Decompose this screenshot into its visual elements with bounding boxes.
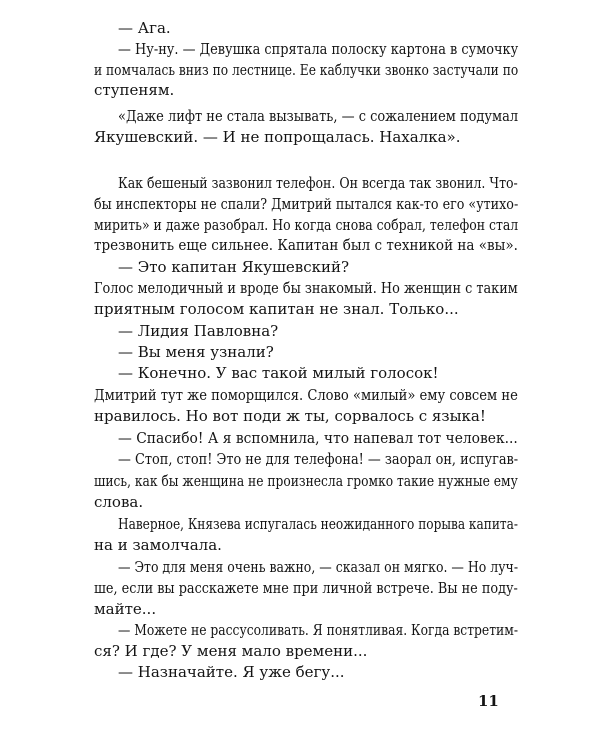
text-line: бы инспекторы не спали? Дмитрий пытался как-то его «утихо- (94, 194, 519, 213)
text-line: «Даже лифт не стала вызывать, — с сожалением подумал (118, 106, 519, 125)
text-line: мирить» и даже разобрал. Но когда снова собрал, телефон стал (94, 215, 519, 234)
text-line: приятным голосом капитан не знал. Только... (94, 300, 459, 319)
text-line: — Это капитан Якушевский? (118, 258, 350, 276)
text-line: Как бешеный зазвонил телефон. Он всегда так звонил. Что- (118, 173, 518, 192)
text-line: трезвонить еще сильнее. Капитан был с техникой на «вы». (94, 236, 518, 254)
text-line: — Лидия Павловна? (118, 322, 279, 341)
text-line: Наверное, Князева испугалась неожиданного порыва капита- (118, 514, 518, 533)
text-line: — Ну-ну. — Девушка спрятала полоску картона в сумочку (118, 40, 519, 59)
text-line: — Вы меня узнали? (118, 343, 274, 362)
text-line: на и замолчала. (94, 535, 222, 554)
text-line: Голос мелодичный и вроде бы знакомый. Но женщин с таким (94, 279, 518, 298)
text-line: Дмитрий тут же поморщился. Слово «милый» ему совсем не (94, 386, 518, 405)
text-line: — Конечно. У вас такой милый голосок! (118, 364, 439, 383)
text-line: ступеням. (94, 81, 175, 100)
text-line: слова. (94, 492, 144, 511)
text-line: — Это для меня очень важно, — сказал он мягко. — Но луч- (118, 557, 519, 576)
text-line: ше, если вы расскажете мне при личной встрече. Вы не поду- (94, 578, 518, 597)
text-line: шись, как бы женщина не произнесла громко такие нужные ему (94, 471, 518, 490)
text-line: — Стоп, стоп! Это не для телефона! — заорал он, испугав- (118, 450, 519, 469)
text-line: Якушевский. — И не попрощалась. Нахалка». (94, 127, 461, 146)
text-line: — Ага. (118, 19, 171, 37)
text-line: — Назначайте. Я уже бегу... (118, 663, 345, 681)
text-line: — Спасибо! А я вспомнила, что напевал тот человек... (118, 429, 518, 448)
text-line: ся? И где? У меня мало времени... (94, 641, 368, 660)
text-line: майте... (94, 599, 157, 618)
page-number: 11 (478, 692, 499, 710)
text-line: нравилось. Но вот поди ж ты, сорвалось с языка! (94, 407, 486, 426)
text-line: и помчалась вниз по лестнице. Ее каблучки звонко застучали по (94, 61, 519, 80)
text-line: — Можете не рассусоливать. Я понятливая. Когда встретим- (118, 620, 519, 639)
